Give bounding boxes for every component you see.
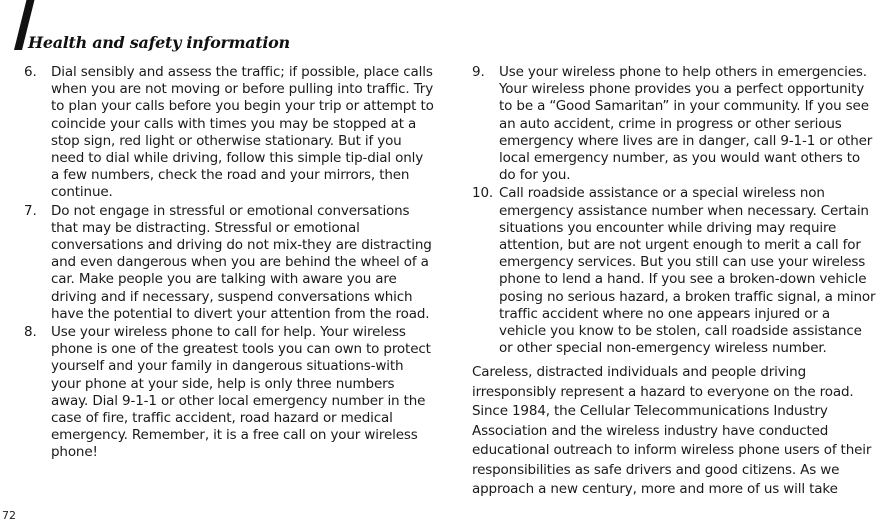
right-column [472,64,878,500]
left-column [24,64,434,463]
item-number: 8. [24,324,37,341]
item-text: Do not engage in stressful or emotional conversations that may be distracting. Stressful or emotional conversations and driving do not mix-they are distracting and even dangerous when you are behind the wheel of a car. Make people you are talking with aware you are driving and if necessary, suspend conversations which have the potential to divert your attention from the road. [51,202,432,322]
list-item-9 [472,64,878,184]
item-text: Dial sensibly and assess the traffic; if possible, place calls when you are not moving or before pulling into traffic. Try to plan your calls before you begin your trip or attempt to coincide your calls with times you may be stopped at a stop sign, red light or otherwise stationary. But if you need to dial while driving, follow this simple tip-dial only a few numbers, check the road and your mirrors, then continue. [51,64,434,201]
item-number: 10. [472,185,494,202]
page-header-title: Health and safety information [28,33,290,52]
item-number: 7. [24,202,37,219]
body-paragraph: Careless, distracted individuals and people driving irresponsibly represent a hazard to everyone on the road. Since 1984, the Cellular Telecommunications Industry Association and the wireless industry have conducted educational outreach to inform wireless phone users of their responsibilities as safe drivers and good citizens. As we approach a new century, more and more of us will take [472,364,872,498]
page-number: 72 [2,509,16,522]
list-item-10 [472,185,878,357]
item-number: 9. [472,64,485,80]
list-item-6 [24,64,434,202]
item-text: Use your wireless phone to call for help. Your wireless phone is one of the greatest tools you can own to protect yourself and your family in dangerous situations-with your phone at your side, help is only three numbers away. Dial 9-1-1 or other local emergency number in the case of fire, traffic accident, road hazard or medical emergency. Remember, it is a free call on your wireless phone! [51,324,431,461]
list-item-8 [24,324,434,462]
item-text: Use your wireless phone to help others in emergencies. Your wireless phone provides you a perfect opportunity to be a “Good Samaritan” in your community. If you see an auto accident, crime in progress or other serious emergency where lives are in danger, call 9-1-1 or other local emergency number, as you would want others to do for you. [499,64,873,184]
item-text: Call roadside assistance or a special wireless non emergency assistance number when necessary. Certain situations you encounter while driving may require attention, but are not urgent enough to merit a call for emergency services. But you still can use your wireless phone to lend a hand. If you see a broken-down vehicle posing no serious hazard, a broken traffic signal, a minor traffic accident where no one appears injured or a vehicle you know to be stolen, call roadside assistance or other special non-emergency wireless number. [499,185,876,357]
list-item-7 [24,203,434,323]
item-number: 6. [24,64,37,80]
